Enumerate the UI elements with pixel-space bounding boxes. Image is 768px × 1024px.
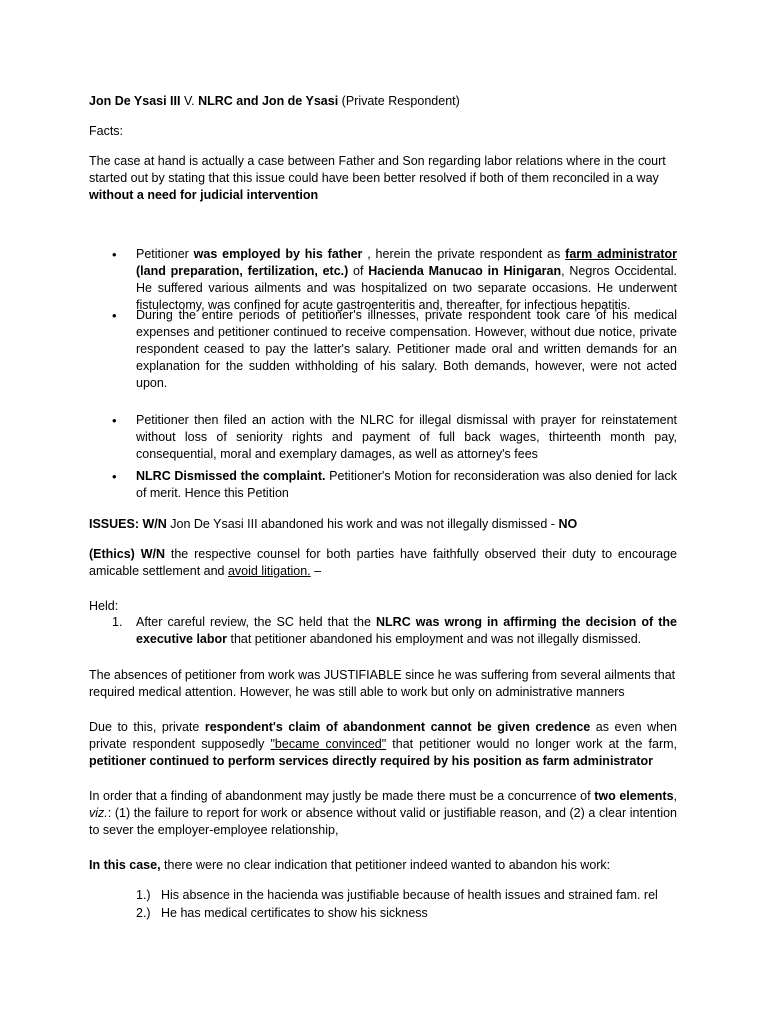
held-paragraph-2: Due to this, private respondent's claim of abandonment cannot be given credence as even when private respondent supposedly "became convinced" that petitioner would no longer work at the farm, petitioner continued to perform services directly required by his position as farm administrator [89,720,677,768]
facts-bullet-1: Petitioner was employed by his father , herein the private respondent as farm administrator (land preparation, fertilization, etc.) of Hacienda Manucao in Hinigaran, Negros Occidental. He suffered various ailments and was hospitalized on two separate occasions. He underwent fistulectomy, was confined for acute gastroenteritis and, thereafter, for infectious hepatitis. [136,247,678,312]
list-number: 2.) [136,906,151,920]
held-item-1: After careful review, the SC held that the NLRC was wrong in affirming the decision of the executive labor that petitioner abandoned his employment and was not illegally dismissed. [136,615,677,646]
held-heading: Held: [89,599,119,613]
held-paragraph-4: In this case, there were no clear indication that petitioner indeed wanted to abandon his work: [89,858,611,872]
case-title: Jon De Ysasi III V. NLRC and Jon de Ysasi (Private Respondent) [89,94,460,108]
held-list-item-2: He has medical certificates to show his sickness [161,906,428,920]
ethics-issue: (Ethics) W/N the respective counsel for both parties have faithfully observed their duty to encourage amicable settlement and avoid litigation. – [89,547,678,578]
petitioner-name: Jon De Ysasi III [89,94,181,108]
bullet-icon: • [112,308,117,323]
held-paragraph-1: The absences of petitioner from work was JUSTIFIABLE since he was suffering from several ailments that required medical attention. However, he was still able to work but only on administrative manners [89,668,676,699]
facts-bullet-4: NLRC Dismissed the complaint. Petitioner's Motion for reconsideration was also denied for lack of merit. Hence this Petition [136,469,677,500]
bullet-icon: • [112,247,117,262]
facts-heading: Facts: [89,124,124,138]
list-number: 1.) [136,888,151,902]
bullet-icon: • [112,469,117,484]
facts-intro: The case at hand is actually a case between Father and Son regarding labor relations where in the court started out by stating that this issue could have been better resolved if both of them reconciled in a way without a need for judicial intervention [89,154,666,202]
held-paragraph-3: In order that a finding of abandonment may justly be made there must be a concurrence of two elements, viz.: (1) the failure to report for work or absence without valid or justifiable reason, and (2) a clear intention to sever the employer-employee relationship, [89,789,677,837]
bullet-icon: • [112,413,117,428]
issues-line: ISSUES: W/N Jon De Ysasi III abandoned his work and was not illegally dismissed - NO [89,517,578,531]
held-number: 1. [112,615,123,629]
held-list-item-1: His absence in the hacienda was justifiable because of health issues and strained fam. rel [161,888,658,902]
facts-bullet-3: Petitioner then filed an action with the NLRC for illegal dismissal with prayer for reinstatement without loss of seniority rights and payment of full back wages, thirteenth month pay, consequential, moral and exemplary damages, as well as attorney's fees [136,413,677,461]
facts-bullet-2: During the entire periods of petitioner's illnesses, private respondent took care of his medical expenses and petitioner continued to receive compensation. However, without due notice, private respondent ceased to pay the latter's salary. Petitioner made oral and written demands for an explanation for the sudden withholding of his salary. Both demands, however, were not acted upon. [136,308,677,390]
